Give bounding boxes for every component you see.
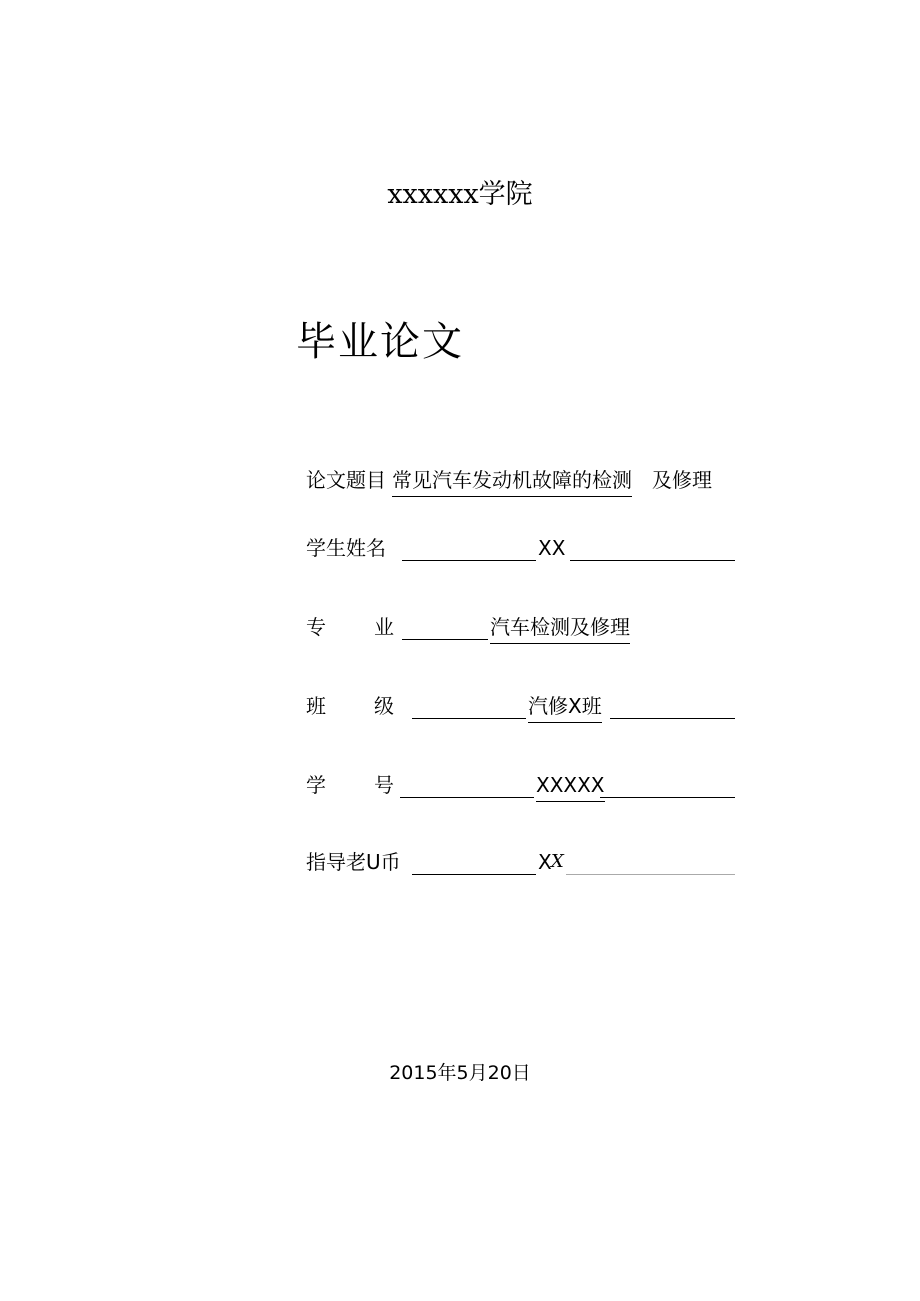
thesis-title-suffix: 及修理 — [652, 468, 712, 492]
major-row — [306, 611, 736, 643]
class-label-char-2: 级 — [374, 694, 394, 718]
student-name-label: 学生姓名 — [306, 536, 386, 560]
advisor-value-char-2: X — [551, 851, 564, 872]
underline — [402, 532, 536, 561]
underline — [412, 846, 536, 875]
underline — [600, 769, 735, 798]
student-id-label-char-2: 号 — [374, 773, 394, 797]
thesis-title-value: 常见汽车发动机故障的检测 — [392, 464, 632, 497]
advisor-label: 指导老U币 — [306, 850, 401, 874]
student-id-label-char-1: 学 — [306, 773, 326, 797]
major-label-char-1: 专 — [306, 615, 326, 639]
major-value: 汽车检测及修理 — [490, 611, 630, 644]
student-name-value: XX — [538, 536, 566, 560]
underline — [610, 690, 735, 719]
underline — [402, 611, 488, 640]
underline — [570, 532, 735, 561]
advisor-row — [306, 846, 736, 878]
student-id-row — [306, 769, 736, 801]
underline — [412, 690, 526, 719]
college-name: xxxxxx学院 — [387, 179, 533, 210]
underline — [566, 846, 735, 875]
class-value: 汽修X班 — [528, 690, 602, 723]
underline — [400, 769, 534, 798]
thesis-title-row — [306, 464, 736, 496]
submission-date: 2015年5月20日 — [389, 1062, 531, 1084]
thesis-title-label: 论文题目 — [306, 468, 386, 492]
student-id-value: XXXXX — [536, 769, 605, 802]
major-label-char-2: 业 — [374, 615, 394, 639]
advisor-value-char-1: X — [538, 850, 552, 874]
document-type-heading: 毕业论文 — [296, 319, 464, 365]
class-label-char-1: 班 — [306, 694, 326, 718]
class-row — [306, 690, 736, 722]
student-name-row — [306, 532, 736, 564]
